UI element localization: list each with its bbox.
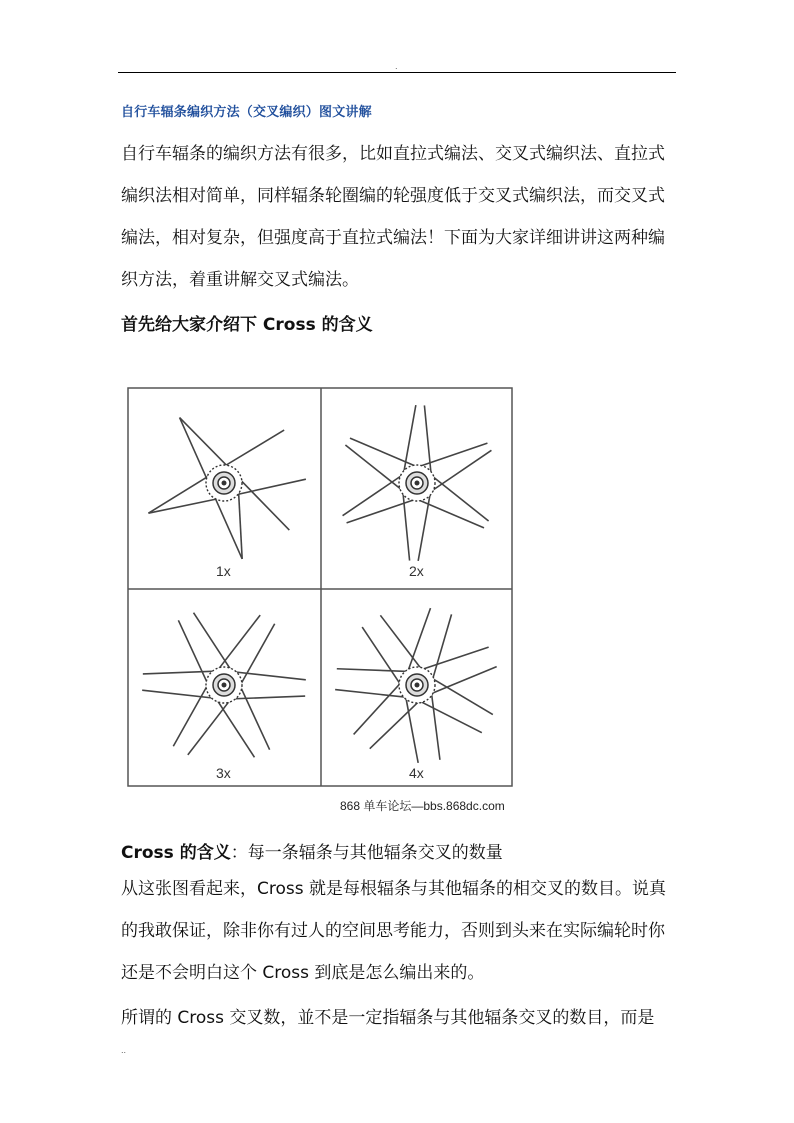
hub-center (222, 683, 227, 688)
panel-label: 3x (216, 765, 231, 781)
document-title: 自行车辐条编织方法（交叉编织）图文讲解 (121, 105, 372, 120)
figure-caption: 868 单车论坛—bbs.868dc.com (340, 799, 505, 813)
spoke-lacing-figure (121, 383, 521, 819)
panel-label: 1x (216, 563, 231, 579)
intro-paragraph: 自行车辐条的编织方法有很多，比如直拉式编法、交叉式编织法、直拉式编织法相对简单，同样辐条轮圈编的轮强度低于交叉式编织法，而交叉式编法，相对复杂，但强度高于直拉式编法！下面为大家详细讲讲这两种编织方法，着重讲解交叉式编法。 (121, 144, 665, 290)
definition-line (121, 838, 503, 863)
panel-label: 4x (409, 765, 424, 781)
header-rule (118, 72, 676, 73)
panel-label: 2x (409, 563, 424, 579)
footer-mark: .. (121, 1046, 127, 1055)
hub-center (222, 481, 227, 486)
header-mark: . (395, 62, 398, 71)
definition-term: Cross 的含义 (121, 843, 231, 863)
hub-center (415, 481, 420, 486)
paragraph-3: 所谓的 Cross 交叉数，並不是一定指辐条与其他辐条交叉的数目，而是 (121, 1008, 655, 1028)
figure-frame (128, 388, 512, 786)
definition-text: ：每一条辐条与其他辐条交叉的数量 (230, 843, 503, 863)
section-heading: 首先给大家介绍下 Cross 的含义 (121, 315, 373, 335)
hub-center (415, 683, 420, 688)
paragraph-2: 从这张图看起来，Cross 就是每根辐条与其他辐条的相交叉的数目。说真的我敢保证，除非你有过人的空间思考能力，否则到头来在实际编轮时你还是不会明白这个 Cross 到底是怎么编出来的。 (121, 879, 667, 983)
